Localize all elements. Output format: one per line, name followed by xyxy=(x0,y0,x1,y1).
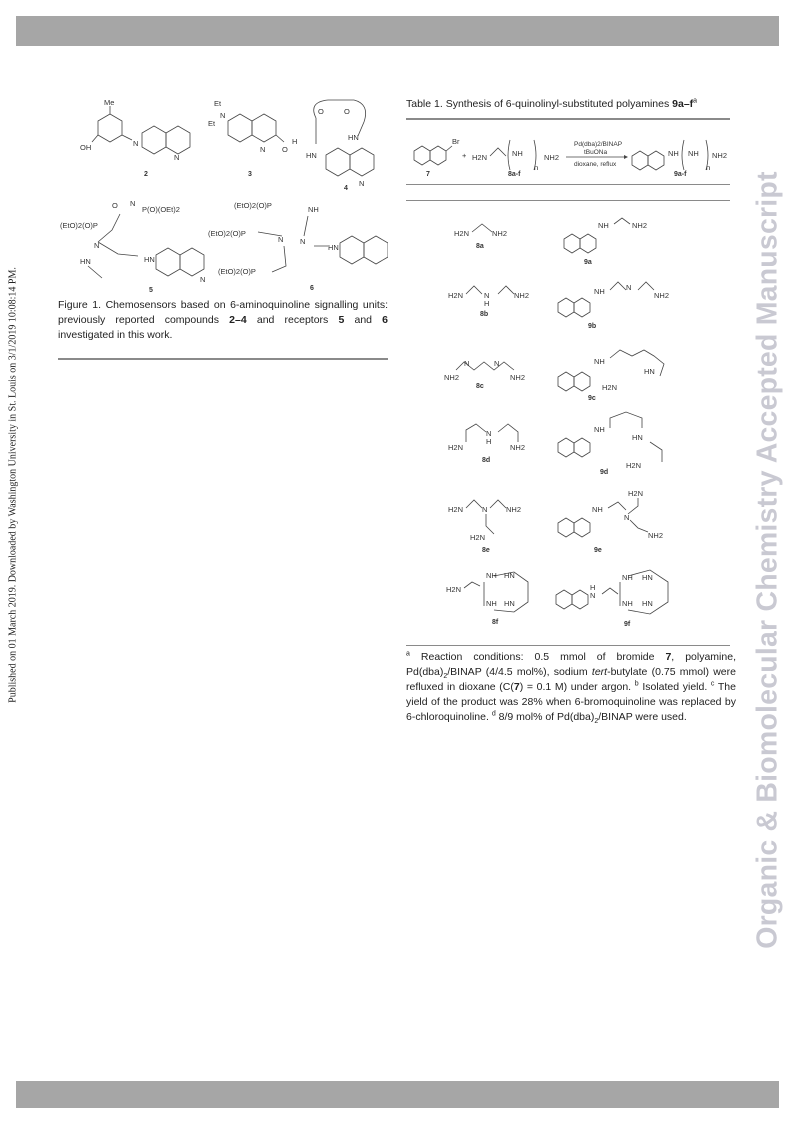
table-1-title: Table 1. Synthesis of 6-quinolinyl-substituted polyamines $9a-f^a$ xyxy=(406,97,698,110)
svg-text:9b: 9b xyxy=(588,323,597,330)
svg-text:N: N xyxy=(624,513,630,522)
svg-text:NH: NH xyxy=(594,287,605,296)
svg-text:N: N xyxy=(464,359,470,368)
svg-text:N: N xyxy=(133,139,139,148)
svg-text:NH: NH xyxy=(622,599,633,608)
table-row xyxy=(448,282,669,330)
svg-text:H2N: H2N xyxy=(448,443,464,452)
svg-text:O: O xyxy=(344,107,350,116)
svg-text:HN: HN xyxy=(306,151,317,160)
svg-text:NH2: NH2 xyxy=(444,373,460,382)
svg-text:NH: NH xyxy=(668,149,679,158)
accepted-manuscript-watermark: Organic & Biomolecular Chemistry Accepted Manuscript xyxy=(751,171,784,949)
svg-text:NH: NH xyxy=(308,205,319,214)
svg-text:8e: 8e xyxy=(482,547,490,554)
svg-text:n: n xyxy=(706,163,711,172)
scheme-bottom-rule xyxy=(406,184,730,185)
compound-label: 3 xyxy=(248,171,252,178)
svg-text:9e: 9e xyxy=(594,547,602,554)
svg-text:NH2: NH2 xyxy=(632,221,648,230)
header-bar xyxy=(16,16,779,46)
svg-text:O: O xyxy=(112,201,118,210)
compound-3-structure xyxy=(208,99,297,154)
svg-text:HN: HN xyxy=(348,133,359,142)
svg-text:8b: 8b xyxy=(480,311,489,318)
svg-text:NH2: NH2 xyxy=(654,291,670,300)
svg-text:9f: 9f xyxy=(624,621,631,628)
svg-text:N: N xyxy=(260,145,266,154)
table-row xyxy=(446,570,668,628)
svg-text:NH: NH xyxy=(486,571,497,580)
svg-text:N: N xyxy=(94,241,100,250)
svg-text:N: N xyxy=(590,591,596,600)
svg-text:NH: NH xyxy=(594,425,605,434)
svg-text:H: H xyxy=(484,299,490,308)
svg-text:HN: HN xyxy=(328,243,339,252)
svg-text:NH2: NH2 xyxy=(712,151,728,160)
svg-text:P(O)(OEt)2: P(O)(OEt)2 xyxy=(142,205,180,214)
table-header-rule xyxy=(406,200,730,201)
svg-text:H2N: H2N xyxy=(446,585,462,594)
compound-4-structure xyxy=(306,100,374,188)
compound-label: 5 xyxy=(149,287,153,292)
svg-text:9d: 9d xyxy=(600,469,609,476)
svg-text:Me: Me xyxy=(104,98,115,107)
svg-text:H: H xyxy=(486,437,492,446)
svg-text:N: N xyxy=(484,291,490,300)
svg-text:H: H xyxy=(292,137,298,146)
svg-text:N: N xyxy=(130,199,136,208)
svg-text:N: N xyxy=(359,179,365,188)
compound-6-structure xyxy=(208,201,388,276)
svg-text:8a-f: 8a-f xyxy=(508,171,521,178)
compound-label: 4 xyxy=(344,185,348,192)
svg-text:NH2: NH2 xyxy=(506,505,522,514)
svg-text:NH: NH xyxy=(688,149,699,158)
table-row xyxy=(454,218,647,266)
svg-text:HN: HN xyxy=(80,257,91,266)
svg-text:tBuONa: tBuONa xyxy=(584,149,608,156)
svg-text:H2N: H2N xyxy=(602,383,618,392)
svg-text:7: 7 xyxy=(426,171,430,178)
svg-text:HN: HN xyxy=(504,571,515,580)
svg-text:NH2: NH2 xyxy=(510,373,526,382)
table-bottom-rule xyxy=(406,645,730,646)
svg-text:dioxane, reflux: dioxane, reflux xyxy=(574,161,617,168)
svg-text:H: H xyxy=(590,583,596,592)
svg-text:H2N: H2N xyxy=(472,153,488,162)
svg-text:N: N xyxy=(626,283,632,292)
svg-text:8a: 8a xyxy=(476,243,484,250)
table-footnote: $^a$ Reaction conditions: 0.5 mmol of bromide 7, polyamine, $Pd(dba)_2$/BINAP (4/4.5 mol%), sodium tert-butylate (0.75 mmol) were refluxed in dioxane (C(7) = 0.1 M) under argon. $^b$ Isolated yield. $^c$ The yield of the product was 28% when 6-bromoquinoline was replaced by 6-chloroquinoline. $^d$ 8/9 mol% of $Pd(dba)_2$/BINAP were used. xyxy=(406,650,736,726)
svg-text:N: N xyxy=(482,505,488,514)
svg-text:NH2: NH2 xyxy=(514,291,530,300)
figure-1-caption: Figure 1. Chemosensors based on 6-aminoquinoline signalling units: previously reported compounds 2–4 and receptors 5 and 6 investigated in this work. xyxy=(58,299,388,341)
svg-text:HN: HN xyxy=(642,573,653,582)
svg-text:H2N: H2N xyxy=(448,505,464,514)
svg-text:HN: HN xyxy=(642,599,653,608)
svg-text:N: N xyxy=(220,111,226,120)
svg-text:NH: NH xyxy=(598,221,609,230)
compound-label: 6 xyxy=(310,285,314,292)
svg-text:H2N: H2N xyxy=(626,461,642,470)
svg-text:NH2: NH2 xyxy=(492,229,508,238)
svg-text:O: O xyxy=(282,145,288,154)
svg-text:H2N: H2N xyxy=(470,533,486,542)
svg-text:9a: 9a xyxy=(584,259,592,266)
svg-text:OH: OH xyxy=(80,143,92,152)
svg-text:H2N: H2N xyxy=(454,229,470,238)
svg-text:Pd(dba)2/BINAP: Pd(dba)2/BINAP xyxy=(574,141,623,148)
svg-text:O: O xyxy=(318,107,324,116)
svg-text:NH2: NH2 xyxy=(510,443,526,452)
svg-text:N: N xyxy=(200,275,206,284)
svg-text:8d: 8d xyxy=(482,457,491,464)
svg-text:HN: HN xyxy=(504,599,515,608)
svg-text:(EtO)2(O)P: (EtO)2(O)P xyxy=(234,201,272,210)
svg-text:Br: Br xyxy=(452,137,460,146)
download-stamp: Published on 01 March 2019. Downloaded by Washington University in St. Louis on 3/1/2019 10:08:14 PM. xyxy=(7,267,19,703)
svg-text:(EtO)2(O)P: (EtO)2(O)P xyxy=(218,267,256,276)
svg-text:9c: 9c xyxy=(588,395,596,402)
svg-text:Et: Et xyxy=(214,99,222,108)
svg-text:N: N xyxy=(300,237,306,246)
svg-text:8c: 8c xyxy=(476,383,484,390)
svg-text:HN: HN xyxy=(144,255,155,264)
svg-text:NH: NH xyxy=(622,573,633,582)
svg-text:NH2: NH2 xyxy=(648,531,664,540)
svg-text:9a-f: 9a-f xyxy=(674,171,687,178)
svg-text:HN: HN xyxy=(644,367,655,376)
svg-text:8f: 8f xyxy=(492,619,499,626)
svg-text:n: n xyxy=(534,163,539,172)
svg-text:NH: NH xyxy=(594,357,605,366)
svg-text:NH: NH xyxy=(592,505,603,514)
svg-text:N: N xyxy=(278,235,284,244)
figure-1-structures xyxy=(58,96,388,292)
svg-text:H2N: H2N xyxy=(628,489,644,498)
svg-text:HN: HN xyxy=(632,433,643,442)
reaction-scheme xyxy=(406,126,730,178)
table-top-rule xyxy=(406,118,730,120)
table-row xyxy=(448,489,663,554)
footer-bar xyxy=(16,1081,779,1108)
compound-5-structure xyxy=(60,199,205,284)
svg-text:(EtO)2(O)P: (EtO)2(O)P xyxy=(60,221,98,230)
svg-text:H2N: H2N xyxy=(448,291,464,300)
table-1-structures xyxy=(406,206,730,634)
svg-text:N: N xyxy=(486,429,492,438)
figure-divider xyxy=(58,358,388,360)
svg-text:Et: Et xyxy=(208,119,216,128)
svg-text:N: N xyxy=(174,153,180,162)
svg-text:NH: NH xyxy=(512,149,523,158)
svg-text:N: N xyxy=(494,359,500,368)
svg-text:+: + xyxy=(462,151,467,160)
compound-label: 2 xyxy=(144,171,148,178)
table-row xyxy=(448,412,662,476)
compound-2-structure xyxy=(80,98,190,162)
svg-text:NH2: NH2 xyxy=(544,153,560,162)
svg-text:NH: NH xyxy=(486,599,497,608)
table-row xyxy=(444,350,664,402)
svg-text:(EtO)2(O)P: (EtO)2(O)P xyxy=(208,229,246,238)
